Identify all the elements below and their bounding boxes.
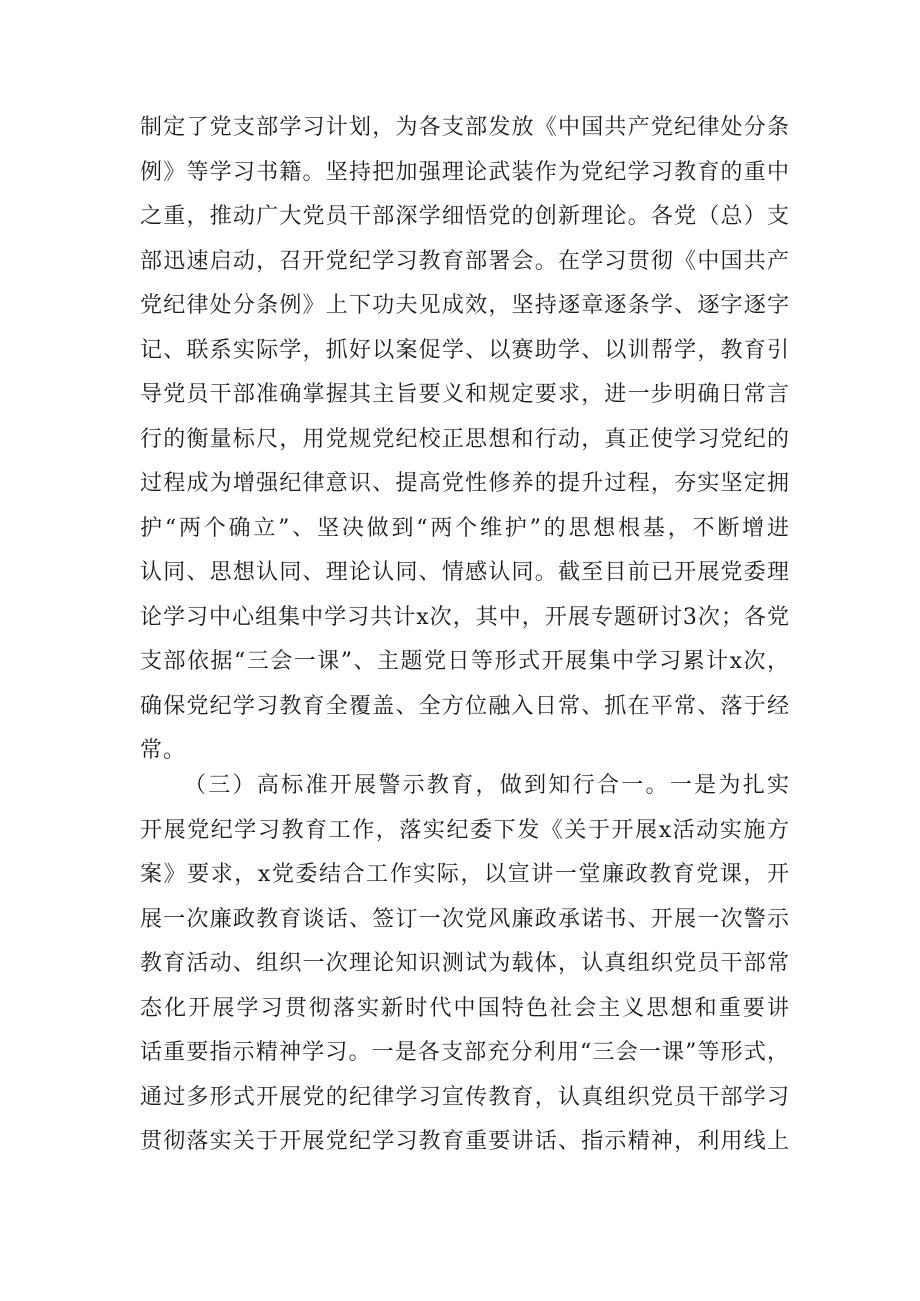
text-line: 行的衡量标尺，用党规党纪校正思想和行动，真正使学习党纪的	[140, 426, 790, 452]
text-line: 过程成为增强纪律意识、提高党性修养的提升过程，夯实坚定拥	[140, 471, 790, 496]
text-line: 制定了党支部学习计划，为各支部发放《中国共产党纪律处分条	[140, 115, 790, 140]
text-line: 贯彻落实关于开展党纪学习教育重要讲话、指示精神，利用线上	[140, 1129, 790, 1154]
text-line: 护“两个确立”、坚决做到“两个维护”的思想根基，不断增进	[140, 515, 790, 541]
paragraph-1	[140, 106, 790, 774]
text-line: 教育活动、组织一次理论知识测试为载体，认真组织党员干部常	[140, 951, 790, 976]
text-line: 记、联系实际学，抓好以案促学、以赛助学、以训帮学，教育引	[140, 337, 790, 363]
text-line: 支部依据“三会一课”、主题党日等形式开展集中学习累计x次，	[140, 649, 790, 674]
section-heading-line: （三）高标准开展警示教育，做到知行合一。一是为扎实	[184, 773, 790, 798]
text-line: 案》要求，x党委结合工作实际，以宣讲一堂廉政教育党课，开	[140, 862, 790, 887]
text-line: 常。	[140, 738, 187, 763]
text-line: 确保党纪学习教育全覆盖、全方位融入日常、抓在平常、落于经	[140, 693, 790, 719]
text-line: 认同、思想认同、理论认同、情感认同。截至目前已开展党委理	[140, 560, 790, 585]
text-line: 态化开展学习贯彻落实新时代中国特色社会主义思想和重要讲	[140, 995, 790, 1021]
text-line: 通过多形式开展党的纪律学习宣传教育，认真组织党员干部学习	[140, 1084, 790, 1110]
text-line: 展一次廉政教育谈话、签订一次党风廉政承诺书、开展一次警示	[140, 906, 790, 932]
text-line: 开展党纪学习教育工作，落实纪委下发《关于开展x活动实施方	[140, 817, 790, 843]
text-line: 导党员干部准确掌握其主旨要义和规定要求，进一步明确日常言	[140, 382, 790, 407]
text-line: 部迅速启动，召开党纪学习教育部署会。在学习贯彻《中国共产	[140, 248, 790, 274]
text-line: 之重，推动广大党员干部深学细悟党的创新理论。各党（总）支	[140, 204, 790, 229]
text-line: 例》等学习书籍。坚持把加强理论武装作为党纪学习教育的重中	[140, 159, 790, 185]
text-line: 党纪律处分条例》上下功夫见成效，坚持逐章逐条学、逐字逐字	[140, 293, 790, 318]
text-line: 话重要指示精神学习。一是各支部充分利用“三会一课”等形式，	[140, 1040, 790, 1065]
paragraph-2	[140, 764, 790, 1165]
text-line: 论学习中心组集中学习共计x次，其中，开展专题研讨3次；各党	[140, 604, 790, 630]
